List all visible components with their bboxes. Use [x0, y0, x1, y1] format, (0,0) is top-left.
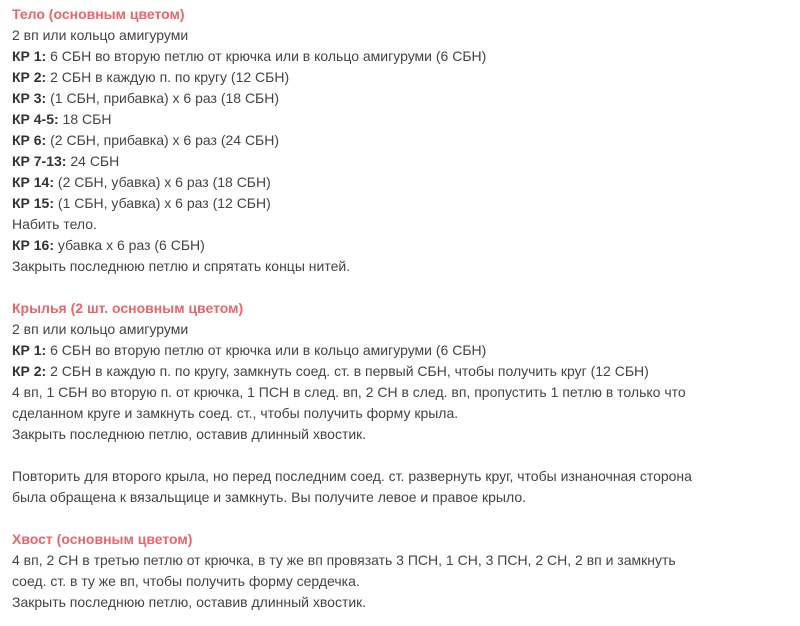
pattern-line — [12, 235, 792, 256]
line-text: 4 вп, 2 СН в третью петлю от крючка, в ту же вп провязать 3 ПСН, 1 СН, 3 ПСН, 2 СН, 2 вп и замкнуть — [12, 552, 676, 568]
pattern-line — [12, 403, 792, 424]
line-text: 24 СБН — [66, 153, 120, 169]
spacer — [12, 508, 792, 529]
row-label: КР 1: — [12, 48, 47, 64]
row-label: КР 4-5: — [12, 111, 59, 127]
row-label: КР 1: — [12, 342, 47, 358]
pattern-line — [12, 550, 792, 571]
pattern-line — [12, 130, 792, 151]
pattern-line — [12, 487, 792, 508]
row-label: КР 14: — [12, 174, 55, 190]
section-tail — [12, 529, 792, 613]
pattern-line — [12, 256, 792, 277]
pattern-line — [12, 172, 792, 193]
line-text: 2 вп или кольцо амигуруми — [12, 321, 189, 337]
pattern-line — [12, 592, 792, 613]
section-heading: Хвост (основным цветом) — [12, 531, 193, 547]
pattern-line — [12, 46, 792, 67]
pattern-line — [12, 466, 792, 487]
line-text: (2 СБН, прибавка) х 6 раз (24 СБН) — [46, 132, 280, 148]
line-text: 18 СБН — [58, 111, 112, 127]
row-label: КР 15: — [12, 195, 55, 211]
pattern-line — [12, 340, 792, 361]
pattern-line — [12, 571, 792, 592]
line-text: убавка х 6 раз (6 СБН) — [54, 237, 205, 253]
line-text: Повторить для второго крыла, но перед последним соед. ст. развернуть круг, чтобы изнаночная сторона — [12, 468, 692, 484]
pattern-line — [12, 193, 792, 214]
row-label: КР 7-13: — [12, 153, 67, 169]
pattern-line — [12, 382, 792, 403]
pattern-line — [12, 67, 792, 88]
pattern-line — [12, 361, 792, 382]
spacer — [12, 277, 792, 298]
line-text: 2 СБН в каждую п. по кругу (12 СБН) — [46, 69, 290, 85]
line-text: (1 СБН, прибавка) х 6 раз (18 СБН) — [46, 90, 280, 106]
line-text: Закрыть последнюю петлю, оставив длинный хвостик. — [12, 426, 367, 442]
pattern-line — [12, 424, 792, 445]
line-text: 4 вп, 1 СБН во вторую п. от крючка, 1 ПСН в след. вп, 2 СН в след. вп, пропустить 1 петлю в только что — [12, 384, 686, 400]
row-label: КР 3: — [12, 90, 47, 106]
line-text: 6 СБН во вторую петлю от крючка или в кольцо амигуруми (6 СБН) — [46, 342, 487, 358]
spacer — [12, 445, 792, 466]
pattern-line — [12, 151, 792, 172]
pattern-line — [12, 319, 792, 340]
line-text: 2 вп или кольцо амигуруми — [12, 27, 189, 43]
pattern-document — [12, 4, 792, 613]
section-heading: Тело (основным цветом) — [12, 6, 185, 22]
line-text: (1 СБН, убавка) х 6 раз (12 СБН) — [54, 195, 271, 211]
section-wings — [12, 298, 792, 508]
row-label: КР 2: — [12, 363, 47, 379]
line-text: Закрыть последнюю петлю и спрятать концы нитей. — [12, 258, 351, 274]
pattern-line — [12, 109, 792, 130]
line-text: 6 СБН во вторую петлю от крючка или в кольцо амигуруми (6 СБН) — [46, 48, 487, 64]
row-label: КР 16: — [12, 237, 55, 253]
line-text: соед. ст. в ту же вп, чтобы получить форму сердечка. — [12, 573, 360, 589]
line-text: сделанном круге и замкнуть соед. ст., чтобы получить форму крыла. — [12, 405, 459, 421]
row-label: КР 6: — [12, 132, 47, 148]
line-text: была обращена к вязальщице и замкнуть. Вы получите левое и правое крыло. — [12, 489, 527, 505]
pattern-line — [12, 88, 792, 109]
line-text: Закрыть последнюю петлю, оставив длинный хвостик. — [12, 594, 367, 610]
row-label: КР 2: — [12, 69, 47, 85]
pattern-line — [12, 25, 792, 46]
line-text: Набить тело. — [12, 216, 97, 232]
pattern-line — [12, 214, 792, 235]
line-text: (2 СБН, убавка) х 6 раз (18 СБН) — [54, 174, 271, 190]
section-heading: Крылья (2 шт. основным цветом) — [12, 300, 244, 316]
section-body — [12, 4, 792, 277]
line-text: 2 СБН в каждую п. по кругу, замкнуть соед. ст. в первый СБН, чтобы получить круг (12 СБН) — [46, 363, 649, 379]
